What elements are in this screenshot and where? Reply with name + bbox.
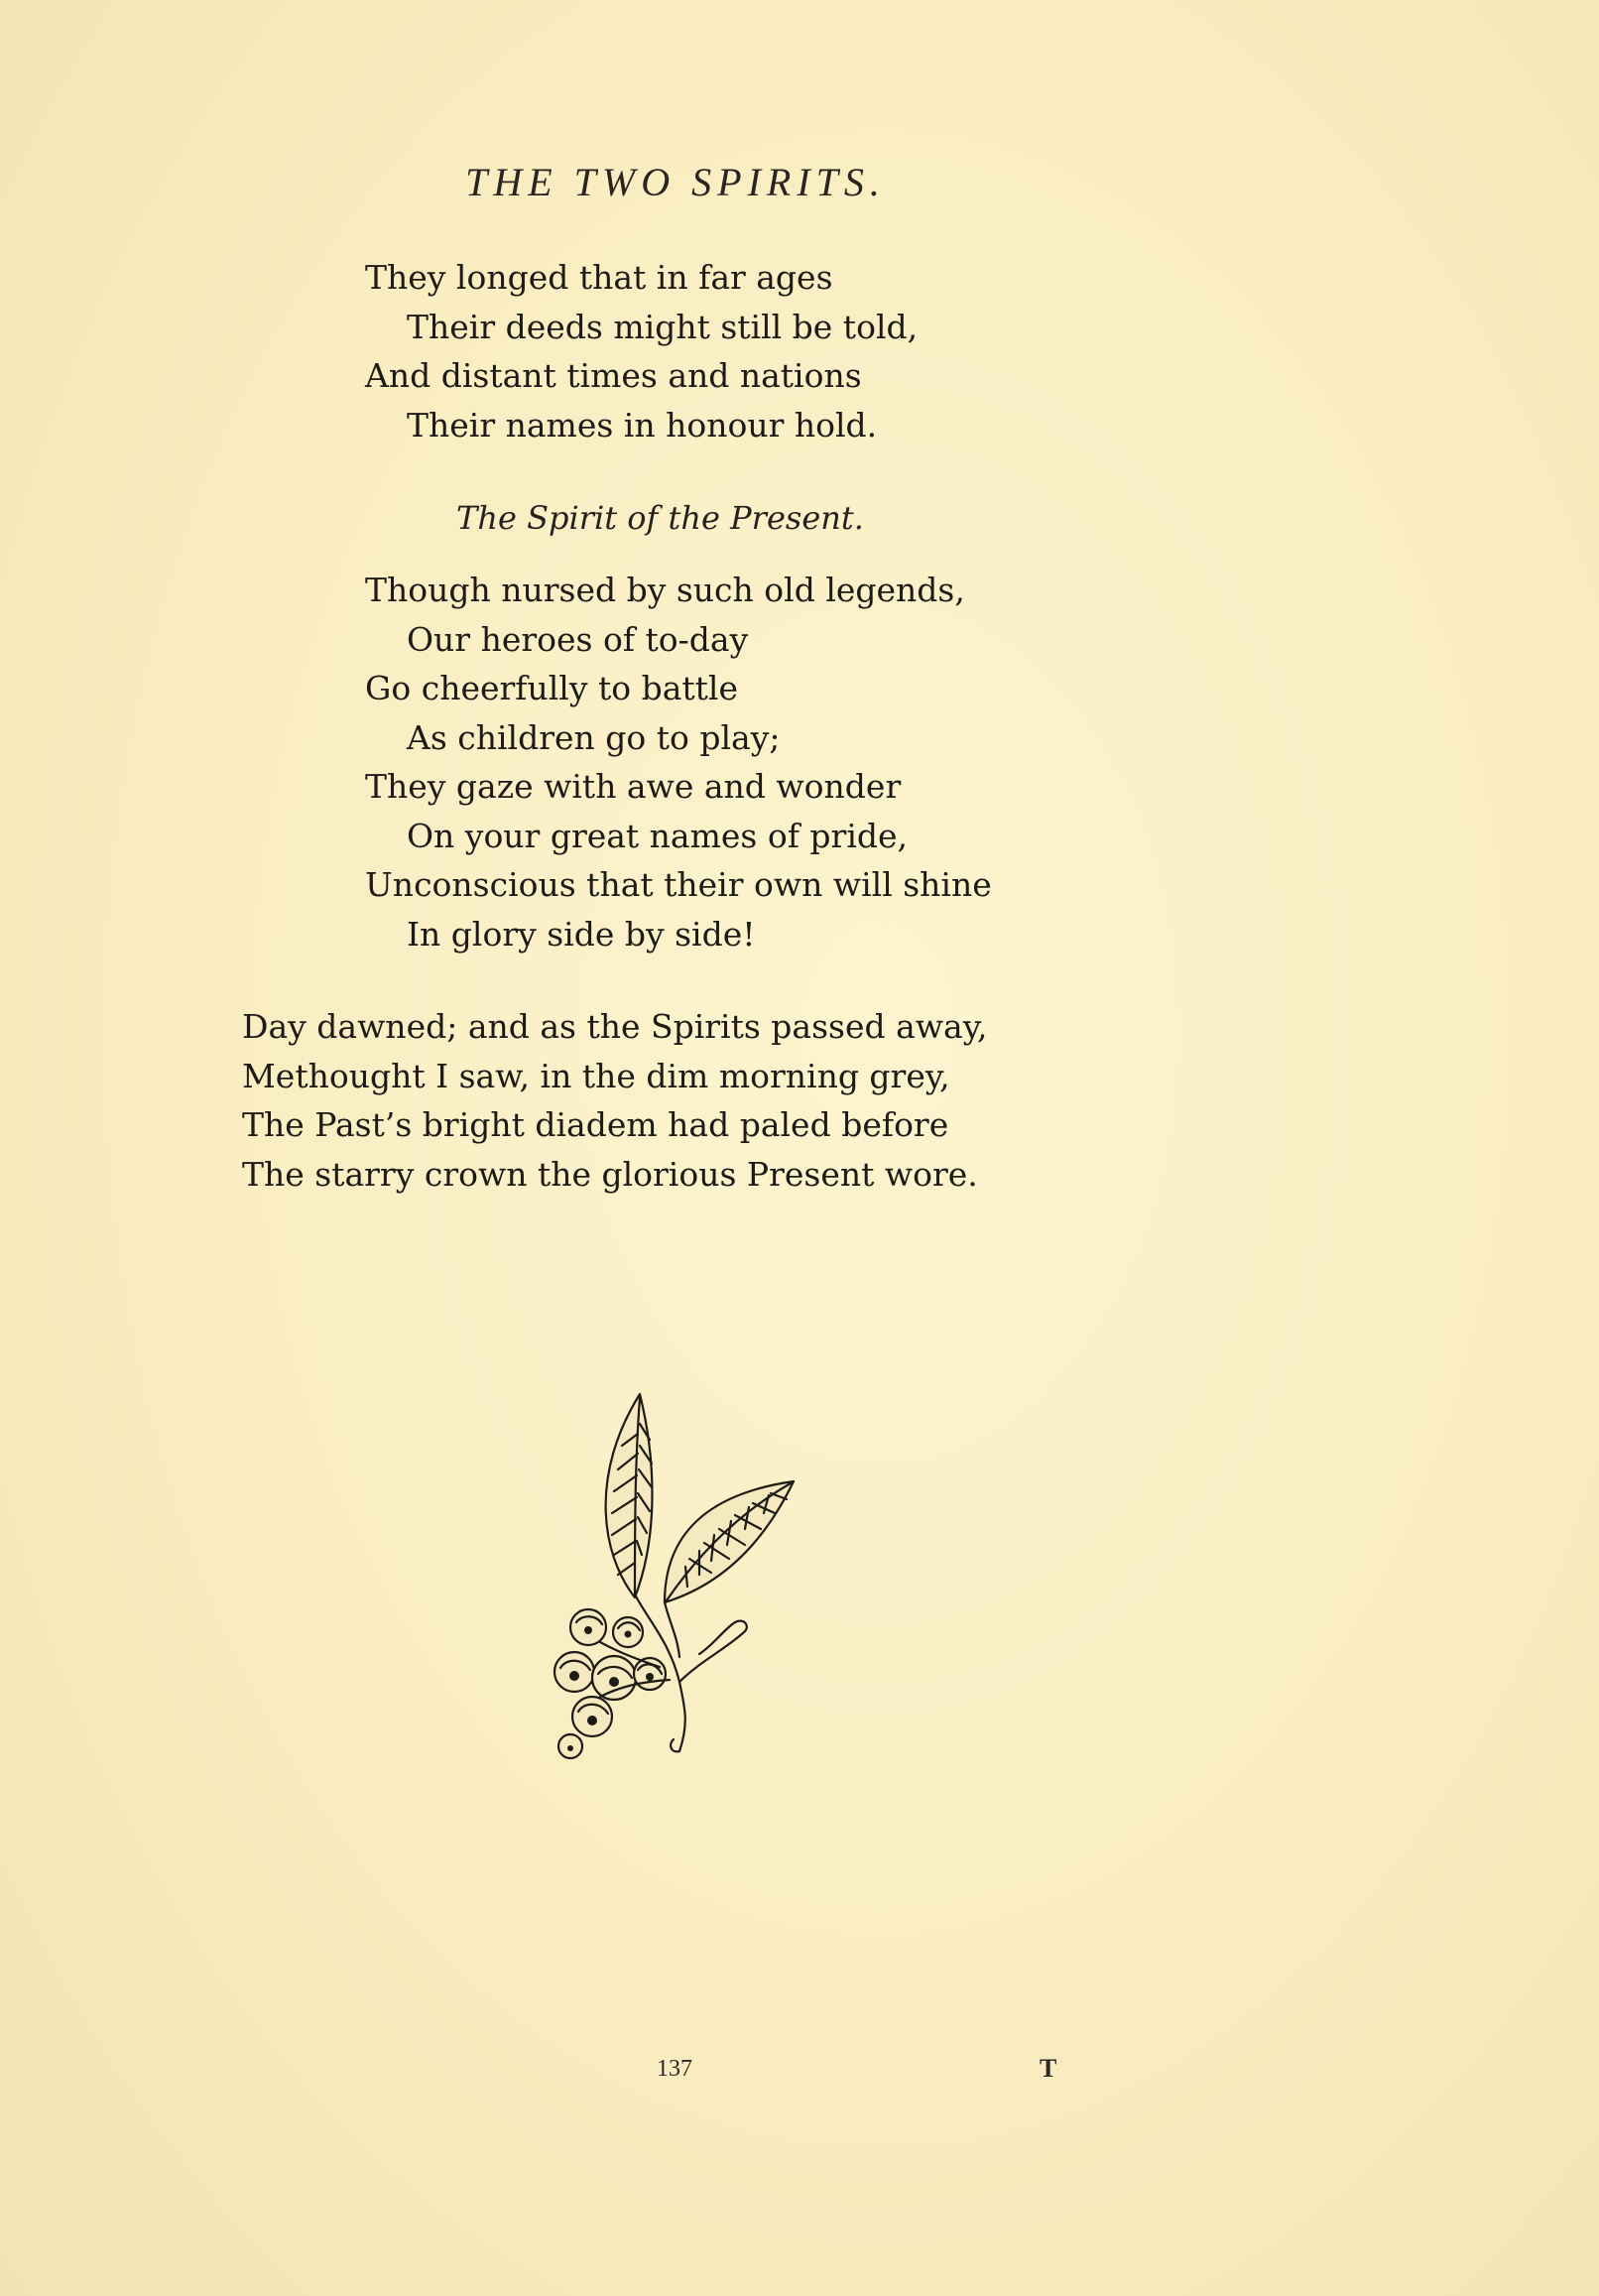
- stanza-2: [365, 566, 992, 958]
- poem-line: The Past’s bright diadem had paled before: [242, 1105, 949, 1144]
- poem-line: Methought I saw, in the dim morning grey,: [242, 1056, 950, 1095]
- poem-line: And distant times and nations: [365, 356, 862, 395]
- berry-sprig-icon: [541, 1384, 799, 1761]
- poem-line: In glory side by side!: [407, 914, 756, 954]
- stanza-1: [365, 253, 918, 449]
- poem-line: Their names in honour hold.: [407, 405, 878, 445]
- poem-line: Unconscious that their own will shine: [365, 865, 992, 904]
- stanza-3: [242, 1002, 987, 1199]
- poem-line: Though nursed by such old legends,: [365, 571, 965, 609]
- poem-line: On your great names of pride,: [407, 816, 909, 855]
- poem-line: They longed that in far ages: [365, 258, 833, 297]
- signature-mark: T: [1040, 2054, 1057, 2083]
- page-number: 137: [657, 2056, 692, 2082]
- poem-line: They gaze with awe and wonder: [365, 767, 902, 806]
- poem-line: Day dawned; and as the Spirits passed away,: [242, 1007, 988, 1046]
- running-head: THE TWO SPIRITS.: [465, 160, 886, 204]
- poem-line: Go cheerfully to battle: [365, 669, 739, 707]
- poem-line: Our heroes of to-day: [407, 619, 749, 659]
- poem-line: Their deeds might still be told,: [407, 307, 919, 346]
- poem-line: The starry crown the glorious Present wore.: [242, 1154, 978, 1194]
- poem-line: As children go to play;: [407, 717, 781, 757]
- section-heading: The Spirit of the Present.: [456, 499, 864, 537]
